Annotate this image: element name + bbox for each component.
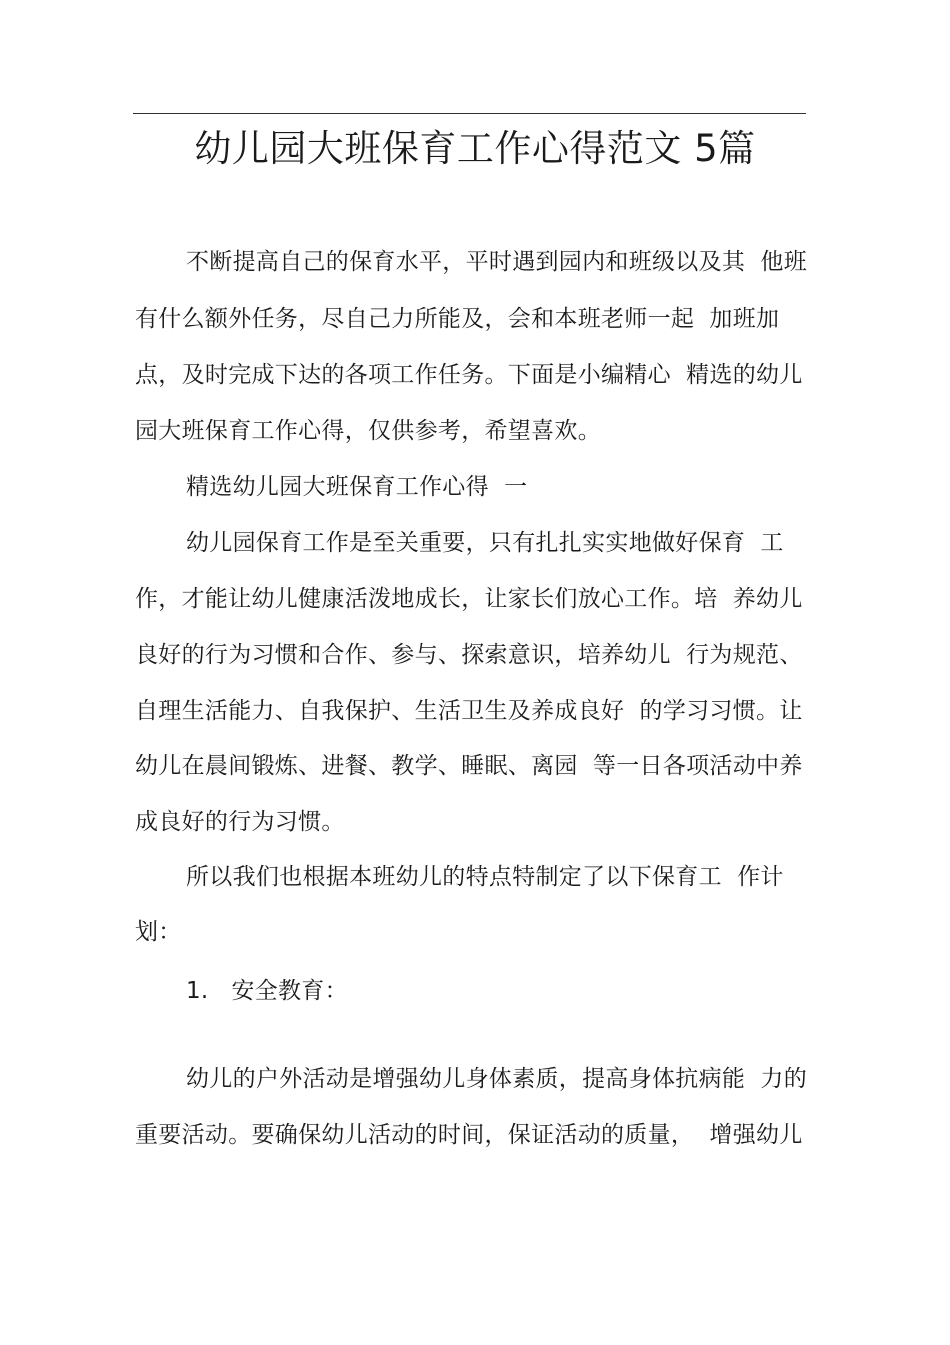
paragraph-line: 不断提高自己的保育水平，平时遇到园内和班级以及其 他班 — [186, 249, 808, 275]
paragraph-line: 划： — [135, 919, 182, 945]
paragraph-line: 良好的行为习惯和合作、参与、探索意识，培养幼儿 行为规范、 — [135, 642, 803, 668]
paragraph-line: 幼儿园保育工作是至关重要，只有扎扎实实地做好保育 工 — [186, 530, 784, 556]
paragraph-line: 重要活动。要确保幼儿活动的时间，保证活动的质量， 增强幼儿 — [135, 1122, 803, 1148]
paragraph-line: 有什么额外任务，尽自己力所能及，会和本班老师一起 加班加 — [135, 306, 780, 332]
paragraph-line: 所以我们也根据本班幼儿的特点特制定了以下保育工 作计 — [186, 864, 784, 890]
paragraph-line: 幼儿在晨间锻炼、进餐、教学、睡眠、离园 等一日各项活动中养 — [135, 753, 803, 779]
paragraph-line: 成良好的行为习惯。 — [135, 809, 345, 835]
section-heading: 精选幼儿园大班保育工作心得 一 — [186, 474, 528, 500]
header-rule — [133, 113, 806, 114]
paragraph-line: 作，才能让幼儿健康活泼地成长，让家长们放心工作。培 养幼儿 — [135, 586, 803, 612]
numbered-heading: 1. 安全教育： — [186, 978, 348, 1004]
document-title: 幼儿园大班保育工作心得范文 5篇 — [194, 127, 756, 170]
paragraph-line: 自理生活能力、自我保护、生活卫生及养成良好 的学习习惯。让 — [135, 698, 803, 724]
paragraph-line: 点，及时完成下达的各项工作任务。下面是小编精心 精选的幼儿 — [135, 362, 803, 388]
paragraph-line: 幼儿的户外活动是增强幼儿身体素质，提高身体抗病能 力的 — [186, 1066, 808, 1092]
paragraph-line: 园大班保育工作心得，仅供参考，希望喜欢。 — [135, 418, 601, 444]
